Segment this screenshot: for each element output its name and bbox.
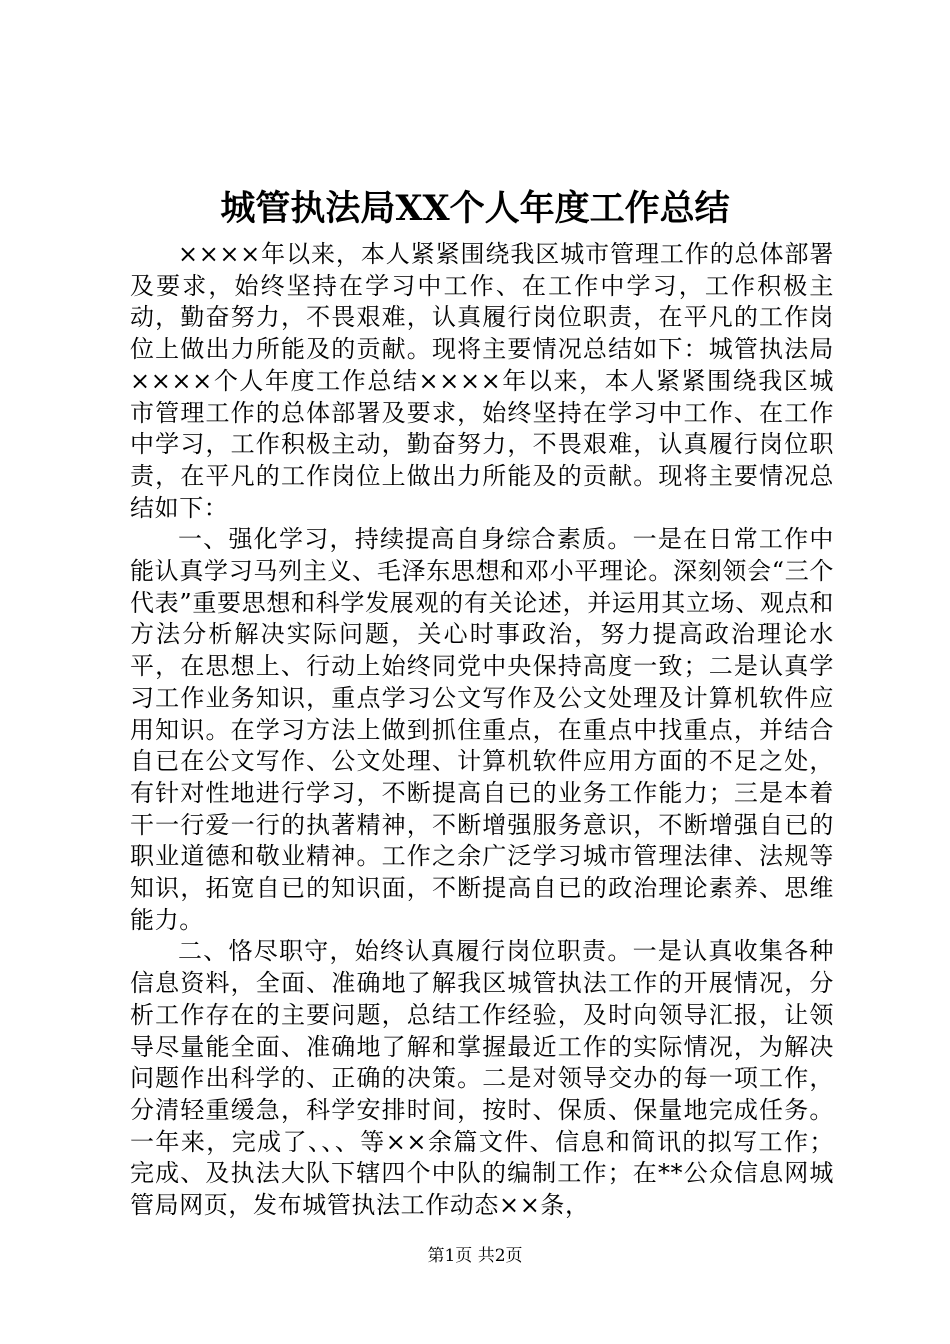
document-body <box>130 239 834 1222</box>
page-footer: 第1页 共2页 <box>427 1246 523 1266</box>
paragraph-duties: 二、恪尽职守，始终认真履行岗位职责。一是认真收集各种信息资料，全面、准确地了解我区城管执法工作的开展情况，分析工作存在的主要问题，总结工作经验，及时向领导汇报，让领导尽量能全面、准确地了解和掌握最近工作的实际情况，为解决问题作出科学的、正确的决策。二是对领导交办的每一项工作，分清轻重缓急，科学安排时间，按时、保质、保量地完成任务。一年来，完成了、、、等××余篇文件、信息和简讯的拟写工作；完成、及执法大队下辖四个中队的编制工作；在**公众信息网城管局网页，发布城管执法工作动态××条， <box>130 937 834 1220</box>
paragraph-study: 一、强化学习，持续提高自身综合素质。一是在日常工作中能认真学习马列主义、毛泽东思想和邓小平理论。深刻领会“三个代表”重要思想和科学发展观的有关论述，并运用其立场、观点和方法分析解决实际问题，关心时事政治，努力提高政治理论水平，在思想上、行动上始终同党中央保持高度一致；二是认真学习工作业务知识，重点学习公文写作及公文处理及计算机软件应用知识。在学习方法上做到抓住重点，在重点中找重点，并结合自已在公文写作、公文处理、计算机软件应用方面的不足之处，有针对性地进行学习，不断提高自已的业务工作能力；三是本着干一行爱一行的执著精神，不断增强服务意识，不断增强自已的职业道德和敬业精神。工作之余广泛学习城市管理法律、法规等知识，拓宽自已的知识面，不断提高自已的政治理论素养、思维能力。 <box>130 525 834 934</box>
paragraph-intro: ××××年以来，本人紧紧围绕我区城市管理工作的总体部署及要求，始终坚持在学习中工作、在工作中学习，工作积极主动，勤奋努力，不畏艰难，认真履行岗位职责，在平凡的工作岗位上做出力所能及的贡献。现将主要情况总结如下：城管执法局××××个人年度工作总结××××年以来，本人紧紧围绕我区城市管理工作的总体部署及要求，始终坚持在学习中工作、在工作中学习，工作积极主动，勤奋努力，不畏艰难，认真履行岗位职责，在平凡的工作岗位上做出力所能及的贡献。现将主要情况总结如下： <box>130 240 834 522</box>
document-title: 城管执法局XX个人年度工作总结 <box>220 188 730 229</box>
